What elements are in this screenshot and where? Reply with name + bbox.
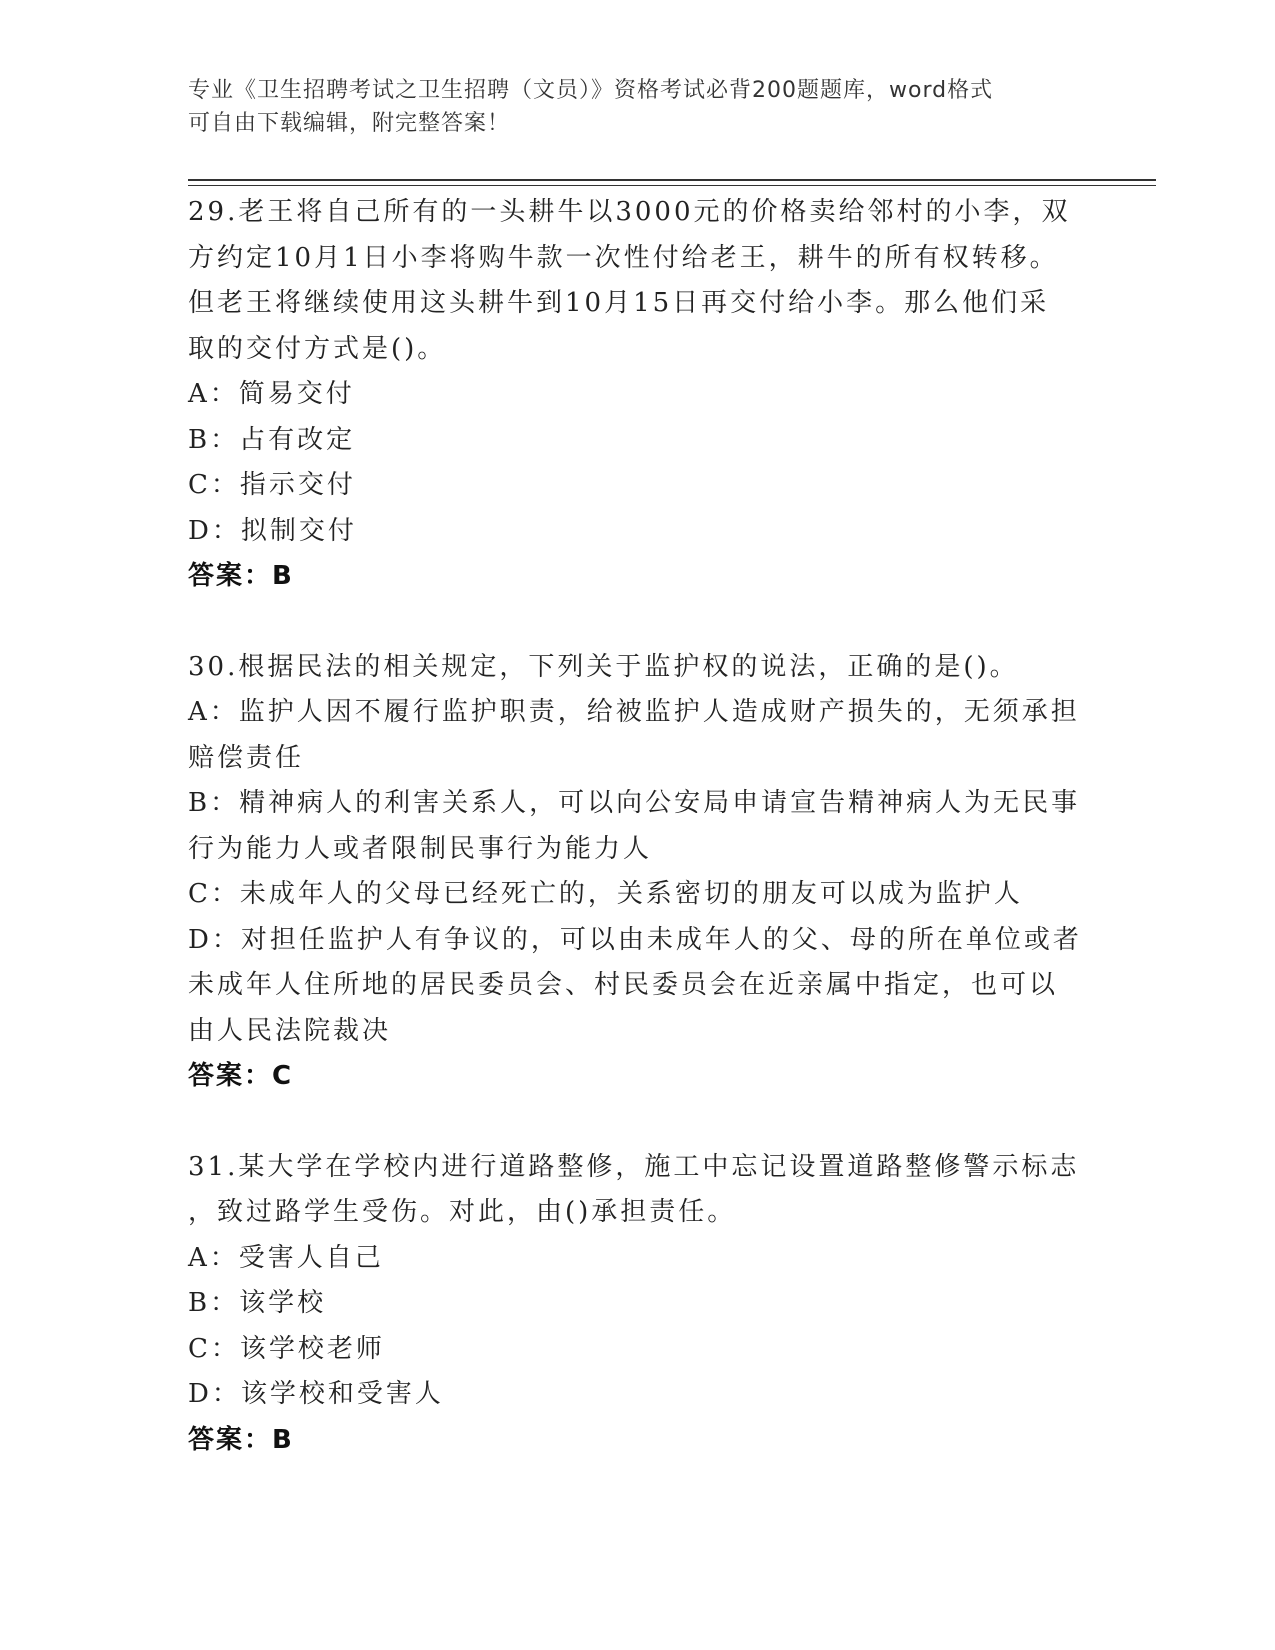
option-b: B：占有改定 <box>188 424 356 455</box>
option-a: A：简易交付 <box>188 379 355 409</box>
answer-label: 答案：B <box>188 1424 294 1455</box>
question-text-line: 31.某大学在学校内进行道路整修，施工中忘记设置道路整修警示标志 <box>188 1151 1080 1182</box>
option-a: A：受害人自己 <box>188 1242 384 1273</box>
question-31 <box>188 1145 1088 1464</box>
option-a-continued: 赔偿责任 <box>188 742 305 773</box>
answer-label: 答案：B <box>188 561 294 591</box>
answer-label: 答案：C <box>188 1061 294 1091</box>
spacer <box>188 1100 1088 1145</box>
question-text-line: 29.老王将自己所有的一头耕牛以3000元的价格卖给邻村的小李，双 <box>188 197 1071 227</box>
question-29 <box>188 190 1088 600</box>
question-text-line: 取的交付方式是()。 <box>188 333 447 364</box>
question-text-line: 但老王将继续使用这头耕牛到10月15日再交付给小李。那么他们采 <box>188 288 1050 318</box>
question-list <box>188 190 1088 1463</box>
option-a: A：监护人因不履行监护职责，给被监护人造成财产损失的，无须承担 <box>188 697 1080 727</box>
header-line-2: 可自由下载编辑，附完整答案！ <box>188 111 511 136</box>
question-30 <box>188 645 1088 1100</box>
option-b: B：精神病人的利害关系人，可以向公安局申请宣告精神病人为无民事 <box>188 788 1081 818</box>
option-d: D：拟制交付 <box>188 515 357 546</box>
option-c: C：该学校老师 <box>188 1333 385 1364</box>
header-line-1: 专业《卫生招聘考试之卫生招聘（文员）》资格考试必背200题题库，word格式 <box>188 78 994 103</box>
option-d: D：对担任监护人有争议的，可以由未成年人的父、母的所在单位或者 <box>188 924 1082 955</box>
question-text-line: 30.根据民法的相关规定，下列关于监护权的说法，正确的是()。 <box>188 651 1019 682</box>
question-text-line: 方约定10月1日小李将购牛款一次性付给老王，耕牛的所有权转移。 <box>188 242 1059 273</box>
option-b: B：该学校 <box>188 1288 327 1318</box>
spacer <box>188 600 1088 645</box>
option-c: C：未成年人的父母已经死亡的，关系密切的朋友可以成为监护人 <box>188 879 1023 909</box>
option-c: C：指示交付 <box>188 470 356 500</box>
header-divider-thick <box>188 179 1156 181</box>
option-b-continued: 行为能力人或者限制民事行为能力人 <box>188 833 653 864</box>
option-d-continued: 未成年人住所地的居民委员会、村民委员会在近亲属中指定，也可以 <box>188 970 1059 1000</box>
document-header <box>188 74 1068 140</box>
option-d-continued: 由人民法院裁决 <box>188 1015 392 1046</box>
option-d: D：该学校和受害人 <box>188 1379 444 1409</box>
header-divider-thin <box>188 185 1156 186</box>
question-text-line: ，致过路学生受伤。对此，由()承担责任。 <box>188 1197 737 1227</box>
